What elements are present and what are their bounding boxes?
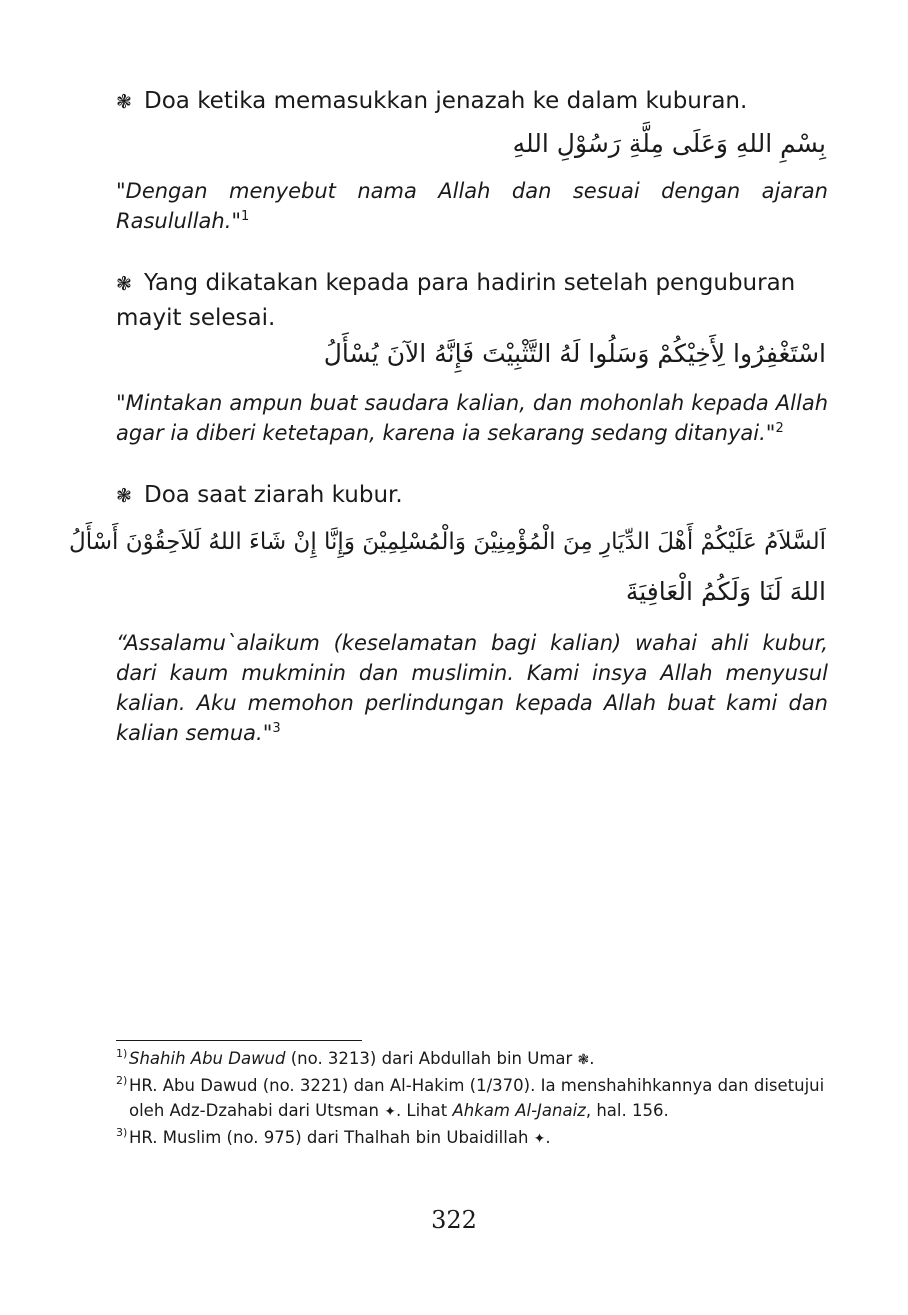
arabic-prayer-3-line-2: اللهَ لَنَا وَلَكُمُ الْعَافِيَةَ	[625, 577, 826, 606]
section-heading-3	[116, 478, 828, 513]
flower-bullet-icon: ❃	[116, 91, 132, 113]
arabic-prayer-2: اسْتَغْفِرُوا لِأَخِيْكُمْ وَسَلُوا لَهُ التَّثْبِيْتَ فَإِنَّهُ الآنَ يُسْأَلُ	[323, 339, 826, 368]
footnote-tail: .	[589, 1049, 595, 1068]
footnote-ref-2: 2	[775, 421, 784, 436]
flower-bullet-icon: ❃	[116, 485, 132, 507]
footnote-2	[116, 1073, 828, 1125]
translation-1	[116, 176, 828, 236]
footnote-mark: 2)	[116, 1074, 128, 1087]
footnote-mark: 3)	[116, 1126, 128, 1139]
translation-text: "Mintakan ampun buat saudara kalian, dan mohonlah kepada Allah agar ia diberi ketetapan, karena ia sekarang sedang ditanyai."	[116, 391, 828, 445]
heading-text: Yang dikatakan kepada para hadirin setelah penguburan mayit selesai.	[116, 270, 796, 331]
page-number: 322	[431, 1206, 477, 1234]
translation-text: "Dengan menyebut nama Allah dan sesuai dengan ajaran Rasulullah."	[116, 179, 828, 233]
footnote-source-title: Ahkam Al-Janaiz	[452, 1101, 586, 1120]
arabic-prayer-3-line-1: اَلسَّلاَمُ عَلَيْكُمْ أَهْلَ الدِّيَارِ مِنَ الْمُؤْمِنِيْنَ وَالْمُسْلِمِيْنَ وَإِنَّا إِنْ شَاءَ اللهُ لَلاَحِقُوْنَ أَسْأَلُ	[69, 529, 826, 555]
flower-bullet-icon: ❃	[116, 273, 132, 295]
heading-text: Doa ketika memasukkan jenazah ke dalam kuburan.	[144, 88, 748, 114]
footnote-3	[116, 1125, 828, 1152]
footnote-source-title: Shahih Abu Dawud	[129, 1049, 286, 1068]
translation-text: “Assalamu`alaikum (keselamatan bagi kalian) wahai ahli kubur, dari kaum mukminin dan muslimin. Kami insya Allah menyusul kalian. Aku memohon perlindungan kepada Allah buat kami dan kalian semua."	[116, 631, 828, 745]
honorific-icon: ✦	[533, 1131, 546, 1147]
footnote-ref-3: 3	[272, 721, 281, 736]
footnotes	[116, 1046, 828, 1152]
footnote-mark: 1)	[116, 1047, 128, 1060]
honorific-icon: ✦	[384, 1104, 396, 1120]
footnote-text: (no. 3213) dari Abdullah bin Umar	[285, 1049, 578, 1068]
footnote-1	[116, 1046, 828, 1073]
footnote-middle: . Lihat	[395, 1101, 453, 1120]
footnote-text: HR. Muslim (no. 975) dari Thalhah bin Ubaidillah	[129, 1128, 534, 1147]
footnote-text: HR. Abu Dawud (no. 3221) dan Al-Hakim (1/370). Ia menshahihkannya dan disetujui oleh Adz-Dzahabi dari Utsman	[129, 1076, 825, 1120]
footnote-ref-1: 1	[241, 209, 250, 224]
honorific-icon: ❃	[577, 1052, 590, 1068]
heading-text: Doa saat ziarah kubur.	[144, 482, 403, 508]
section-heading-2	[116, 266, 828, 335]
footnote-tail: , hal. 156.	[585, 1101, 669, 1120]
translation-2	[116, 388, 828, 448]
footnote-divider	[116, 1040, 362, 1041]
translation-3	[116, 628, 828, 748]
footnote-tail: .	[545, 1128, 551, 1147]
section-heading-1	[116, 84, 828, 119]
arabic-prayer-1: بِسْمِ اللهِ وَعَلَى مِلَّةِ رَسُوْلِ اللهِ	[512, 129, 826, 158]
